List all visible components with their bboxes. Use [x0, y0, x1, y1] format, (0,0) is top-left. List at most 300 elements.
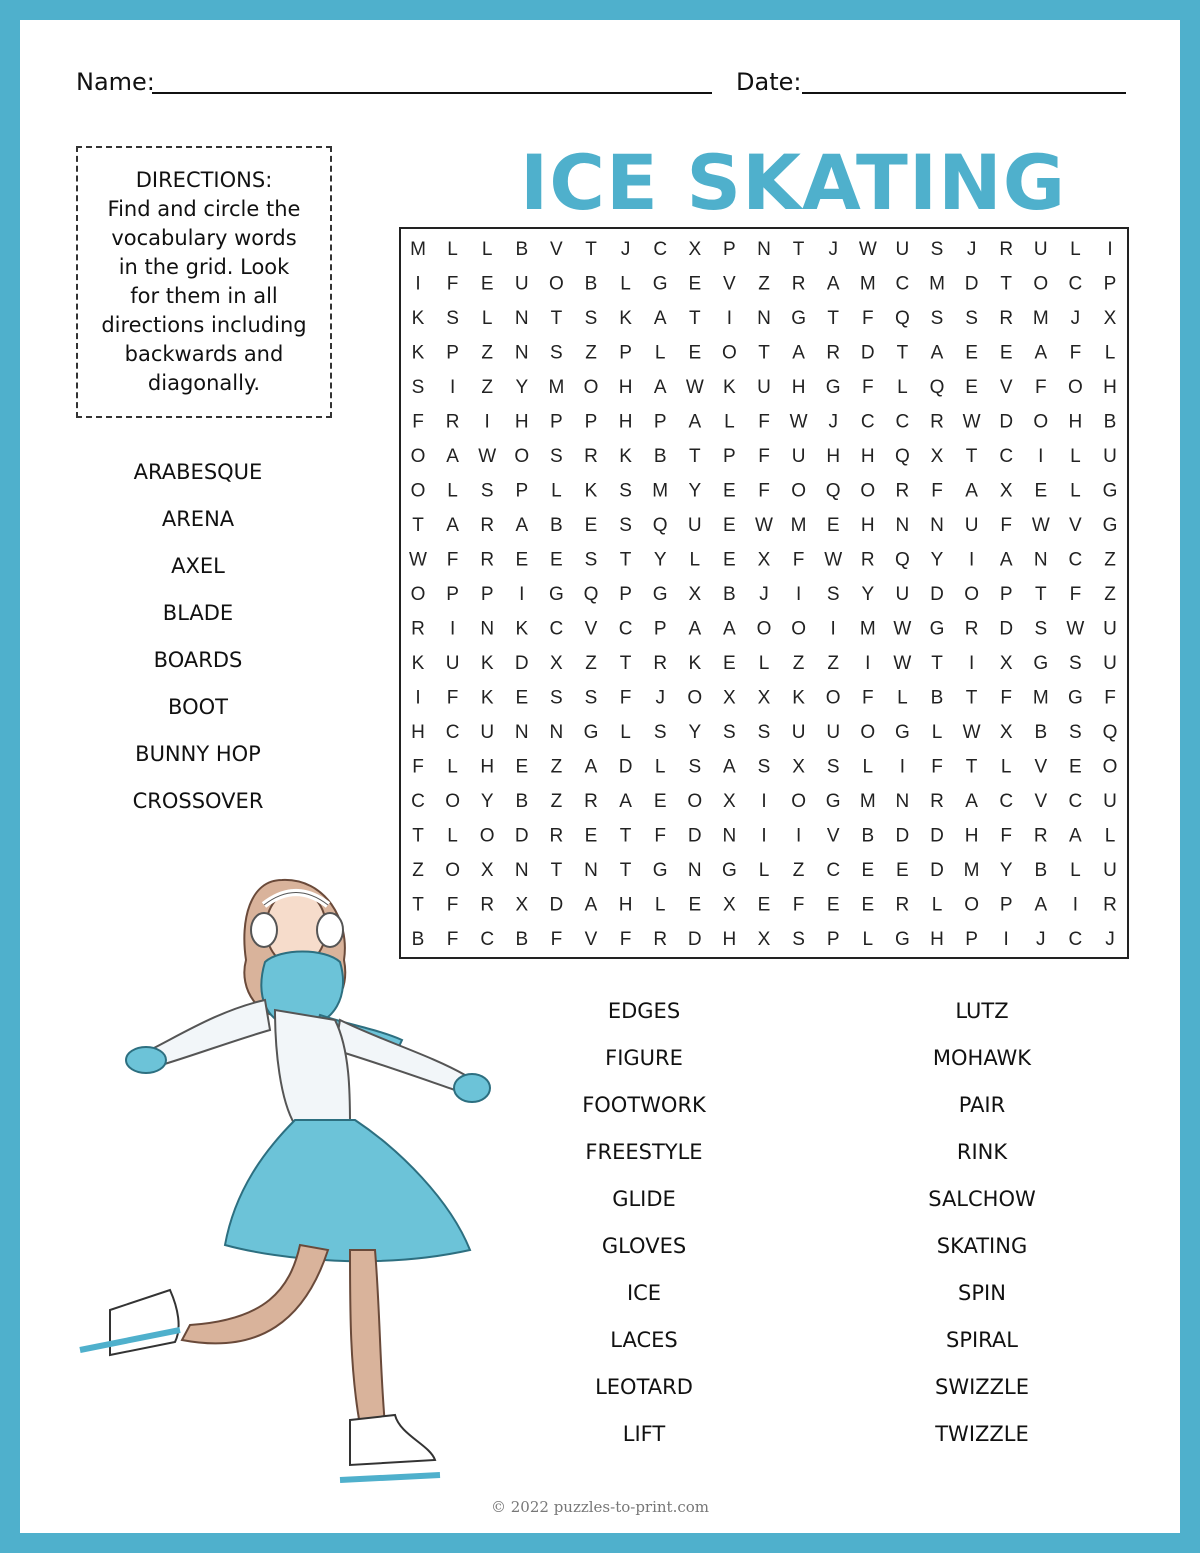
grid-letter: Y — [515, 377, 529, 398]
grid-letter: R — [653, 929, 668, 950]
grid-letter: I — [761, 791, 767, 812]
page-title: ICE SKATING — [520, 138, 1067, 227]
grid-letter: Z — [758, 273, 770, 295]
word-item: FOOTWORK — [582, 1093, 706, 1117]
grid-letter: F — [861, 377, 874, 398]
grid-letter: O — [1033, 273, 1049, 295]
grid-letter: H — [618, 411, 633, 433]
grid-letter: V — [584, 618, 598, 640]
grid-letter: C — [999, 791, 1014, 812]
grid-letter: U — [1103, 653, 1117, 674]
grid-letter: N — [584, 860, 598, 881]
grid-letter: O — [410, 446, 426, 467]
grid-letter: I — [519, 584, 525, 605]
grid-letter: P — [653, 411, 667, 433]
word-item: BUNNY HOP — [135, 742, 261, 766]
grid-letter: R — [411, 618, 425, 640]
grid-letter: I — [449, 618, 456, 640]
grid-letter: X — [999, 722, 1013, 743]
grid-letter: O — [445, 860, 460, 881]
grid-letter: A — [515, 515, 529, 536]
grid-letter: X — [550, 653, 563, 674]
grid-letter: C — [480, 929, 495, 950]
grid-letter: T — [688, 446, 701, 467]
grid-letter: S — [1034, 618, 1048, 640]
word-item: TWIZZLE — [935, 1422, 1029, 1446]
grid-letter: M — [790, 515, 807, 536]
date-label: Date: — [736, 68, 802, 96]
grid-letter: R — [549, 825, 564, 847]
grid-letter: R — [445, 411, 460, 433]
grid-letter: G — [1102, 515, 1118, 536]
grid-letter: F — [931, 756, 943, 778]
grid-letter: S — [826, 756, 840, 778]
word-item: EDGES — [607, 999, 681, 1023]
word-item: ARABESQUE — [133, 460, 263, 484]
grid-letter: J — [759, 584, 769, 605]
grid-letter: K — [411, 342, 425, 364]
grid-letter: X — [792, 756, 805, 778]
grid-letter: R — [480, 549, 495, 571]
grid-letter: Q — [652, 515, 668, 536]
grid-letter: H — [480, 756, 495, 778]
grid-letter: T — [965, 756, 978, 778]
grid-letter: I — [968, 653, 975, 674]
grid-letter: M — [548, 377, 565, 398]
grid-letter: G — [895, 722, 910, 743]
grid-letter: S — [446, 308, 459, 329]
grid-letter: F — [446, 929, 459, 950]
grid-letter: Z — [827, 653, 840, 674]
grid-letter: D — [930, 584, 944, 605]
grid-letter: Y — [688, 722, 702, 743]
grid-letter: G — [652, 273, 668, 295]
grid-letter: A — [965, 791, 978, 812]
grid-letter: D — [999, 618, 1014, 640]
grid-letter: O — [964, 894, 979, 916]
grid-letter: A — [446, 446, 459, 467]
grid-letter: Q — [583, 584, 599, 605]
grid-letter: D — [514, 653, 529, 674]
grid-letter: E — [515, 756, 529, 778]
grid-letter: I — [899, 756, 906, 778]
grid-letter: R — [930, 791, 944, 812]
grid-letter: O — [791, 480, 806, 502]
grid-letter: J — [1070, 308, 1081, 329]
grid-letter: F — [758, 446, 770, 467]
grid-letter: R — [1103, 894, 1117, 916]
date-line — [802, 92, 1126, 94]
grid-letter: P — [826, 929, 840, 950]
grid-letter: C — [999, 446, 1014, 467]
grid-letter: K — [480, 653, 494, 674]
grid-letter: F — [792, 549, 805, 571]
grid-letter: E — [688, 273, 702, 295]
grid-letter: U — [480, 722, 495, 743]
grid-letter: C — [826, 860, 841, 881]
grid-letter: K — [619, 446, 632, 467]
grid-letter: J — [655, 687, 665, 709]
grid-letter: Q — [1102, 722, 1118, 743]
grid-letter: O — [860, 480, 876, 502]
grid-letter: F — [412, 411, 424, 433]
grid-letter: S — [584, 687, 598, 709]
directions-line: in the grid. Look — [118, 255, 290, 279]
grid-letter: S — [723, 722, 736, 743]
grid-letter: Q — [825, 480, 841, 502]
grid-letter: B — [861, 825, 875, 847]
directions-line: Find and circle the — [107, 197, 301, 221]
grid-letter: X — [1103, 308, 1117, 329]
grid-letter: R — [964, 618, 979, 640]
grid-letter: F — [1104, 687, 1116, 709]
grid-letter: Q — [929, 377, 945, 398]
grid-letter: G — [1068, 687, 1083, 709]
grid-letter: Q — [895, 446, 910, 467]
grid-letter: M — [859, 273, 876, 295]
grid-letter: H — [618, 894, 633, 916]
grid-letter: C — [1068, 929, 1083, 950]
word-item: AXEL — [171, 554, 225, 578]
grid-letter: B — [515, 239, 529, 260]
grid-letter: N — [722, 825, 737, 847]
grid-letter: R — [584, 446, 598, 467]
grid-letter: A — [965, 480, 978, 502]
word-item: SPIN — [958, 1281, 1006, 1305]
grid-letter: W — [1031, 515, 1050, 536]
grid-letter: D — [618, 756, 633, 778]
grid-letter: L — [447, 825, 458, 847]
grid-letter: L — [931, 722, 943, 743]
word-item: MOHAWK — [932, 1046, 1032, 1070]
grid-letter: F — [446, 894, 459, 916]
directions-line: directions including — [101, 313, 307, 337]
grid-letter: T — [619, 653, 632, 674]
grid-letter: F — [931, 480, 943, 502]
grid-letter: A — [723, 756, 736, 778]
word-item: SWIZZLE — [934, 1375, 1030, 1399]
grid-letter: L — [1070, 480, 1081, 502]
grid-letter: E — [723, 653, 736, 674]
grid-letter: F — [1034, 377, 1047, 398]
grid-letter: G — [791, 308, 806, 329]
word-list-left — [98, 449, 298, 825]
grid-letter: F — [412, 756, 424, 778]
copyright-footer: © 2022 puzzles-to-print.com — [490, 1498, 710, 1516]
word-item: CROSSOVER — [132, 789, 264, 813]
directions-line: backwards and — [124, 342, 284, 366]
grid-letter: U — [757, 377, 771, 398]
grid-letter: B — [930, 687, 944, 709]
grid-letter: F — [446, 273, 459, 295]
grid-letter: U — [1103, 791, 1117, 812]
grid-letter: O — [860, 722, 876, 743]
grid-letter: S — [619, 480, 632, 502]
grid-letter: I — [865, 653, 871, 674]
word-item: GLIDE — [612, 1187, 676, 1211]
grid-letter: P — [515, 480, 529, 502]
grid-letter: E — [653, 791, 667, 812]
grid-letter: C — [549, 618, 564, 640]
grid-letter: U — [826, 722, 841, 743]
directions-box — [76, 146, 332, 418]
grid-letter: S — [965, 308, 978, 329]
grid-letter: O — [756, 618, 772, 640]
grid-letter: F — [758, 480, 770, 502]
grid-letter: T — [619, 860, 632, 881]
grid-letter: O — [722, 342, 737, 364]
grid-letter: T — [412, 894, 424, 916]
grid-letter: S — [757, 722, 771, 743]
grid-letter: T — [550, 860, 563, 881]
grid-letter: E — [757, 894, 771, 916]
grid-letter: B — [550, 515, 563, 536]
grid-letter: A — [1034, 342, 1048, 364]
grid-letter: O — [549, 273, 564, 295]
grid-letter: F — [1069, 342, 1082, 364]
grid-letter: X — [999, 480, 1013, 502]
grid-letter: I — [484, 411, 490, 433]
grid-letter: V — [999, 377, 1013, 398]
grid-letter: B — [515, 791, 529, 812]
grid-letter: C — [411, 791, 425, 812]
grid-letter: G — [583, 722, 599, 743]
grid-letter: E — [515, 687, 529, 709]
grid-letter: C — [895, 273, 910, 295]
grid-letter: N — [480, 618, 495, 640]
grid-letter: W — [893, 653, 912, 674]
grid-letter: H — [1103, 377, 1117, 398]
grid-letter: S — [930, 239, 944, 260]
grid-letter: E — [1069, 756, 1082, 778]
grid-letter: F — [1000, 515, 1013, 536]
grid-letter: B — [411, 929, 425, 950]
grid-letter: V — [1034, 756, 1048, 778]
grid-letter: U — [687, 515, 702, 536]
grid-letter: G — [825, 791, 841, 812]
grid-letter: Z — [481, 342, 494, 364]
grid-letter: B — [515, 929, 529, 950]
grid-letter: T — [1000, 273, 1013, 295]
word-item: ARENA — [161, 507, 235, 531]
grid-letter: O — [1068, 377, 1083, 398]
grid-letter: N — [895, 515, 910, 536]
grid-letter: R — [584, 791, 598, 812]
grid-letter: O — [410, 480, 426, 502]
grid-letter: E — [550, 549, 563, 571]
grid-letter: G — [652, 860, 668, 881]
grid-letter: O — [583, 377, 599, 398]
grid-letter: P — [446, 342, 459, 364]
grid-letter: S — [1069, 722, 1082, 743]
grid-letter: U — [791, 722, 806, 743]
grid-letter: L — [862, 756, 874, 778]
grid-letter: X — [999, 653, 1013, 674]
grid-letter: N — [757, 308, 771, 329]
grid-letter: I — [795, 584, 802, 605]
grid-letter: K — [515, 618, 529, 640]
grid-letter: F — [758, 411, 770, 433]
directions-line: vocabulary words — [111, 226, 297, 250]
grid-letter: E — [723, 480, 736, 502]
grid-letter: E — [826, 894, 840, 916]
grid-letter: E — [826, 515, 840, 536]
grid-letter: I — [1107, 239, 1113, 260]
grid-letter: B — [584, 273, 598, 295]
grid-letter: A — [999, 549, 1013, 571]
grid-letter: P — [723, 446, 736, 467]
grid-letter: A — [792, 342, 805, 364]
grid-letter: O — [514, 446, 530, 467]
grid-letter: U — [1103, 446, 1117, 467]
grid-letter: A — [584, 894, 598, 916]
grid-letter: T — [758, 342, 770, 364]
grid-letter: N — [514, 308, 529, 329]
grid-letter: U — [895, 584, 910, 605]
grid-letter: A — [1069, 825, 1082, 847]
grid-letter: C — [895, 411, 910, 433]
grid-letter: J — [1105, 929, 1115, 950]
grid-letter: K — [723, 377, 736, 398]
grid-letter: V — [550, 239, 563, 260]
grid-letter: S — [757, 756, 771, 778]
grid-letter: I — [1003, 929, 1009, 950]
grid-letter: O — [825, 687, 841, 709]
word-item: SKATING — [936, 1234, 1028, 1258]
grid-letter: M — [652, 480, 669, 502]
grid-letter: E — [965, 342, 978, 364]
grid-letter: S — [792, 929, 805, 950]
grid-letter: N — [514, 722, 529, 743]
grid-letter: P — [653, 618, 667, 640]
grid-letter: S — [550, 687, 563, 709]
grid-letter: X — [757, 687, 771, 709]
grid-letter: S — [653, 722, 667, 743]
grid-letter: N — [895, 791, 910, 812]
grid-letter: R — [930, 411, 944, 433]
grid-letter: E — [584, 515, 598, 536]
grid-letter: F — [792, 894, 805, 916]
grid-letter: L — [481, 308, 493, 329]
grid-letter: H — [964, 825, 979, 847]
grid-letter: H — [722, 929, 737, 950]
grid-letter: F — [861, 687, 874, 709]
grid-letter: T — [619, 549, 632, 571]
grid-letter: B — [723, 584, 736, 605]
grid-letter: Z — [412, 860, 424, 881]
directions-line: DIRECTIONS: — [135, 168, 273, 192]
grid-letter: I — [968, 549, 975, 571]
grid-letter: B — [1034, 860, 1048, 881]
grid-letter: T — [965, 446, 978, 467]
grid-letter: P — [584, 411, 598, 433]
grid-letter: L — [447, 756, 458, 778]
grid-letter: P — [619, 342, 632, 364]
grid-letter: K — [584, 480, 598, 502]
grid-letter: T — [896, 342, 909, 364]
word-item: SALCHOW — [928, 1187, 1036, 1211]
grid-letter: A — [619, 791, 632, 812]
grid-letter: F — [654, 825, 667, 847]
grid-letter: W — [755, 515, 773, 536]
grid-letter: O — [791, 791, 806, 812]
grid-letter: A — [653, 377, 667, 398]
grid-letter: S — [619, 515, 632, 536]
grid-letter: C — [445, 722, 460, 743]
grid-letter: J — [828, 239, 838, 260]
grid-letter: D — [549, 894, 564, 916]
grid-letter: H — [791, 377, 806, 398]
grid-letter: H — [826, 446, 841, 467]
grid-letter: K — [411, 308, 425, 329]
grid-letter: W — [409, 549, 427, 571]
grid-letter: M — [1032, 687, 1049, 709]
grid-letter: I — [761, 825, 767, 847]
grid-letter: O — [479, 825, 495, 847]
grid-letter: J — [620, 239, 631, 260]
grid-letter: N — [687, 860, 702, 881]
grid-letter: L — [897, 687, 908, 709]
grid-letter: W — [962, 722, 981, 743]
grid-letter: X — [723, 894, 736, 916]
grid-letter: T — [1034, 584, 1047, 605]
grid-letter: R — [480, 894, 495, 916]
word-item: LEOTARD — [595, 1375, 693, 1399]
grid-letter: B — [653, 446, 667, 467]
grid-letter: O — [410, 584, 426, 605]
grid-letter: P — [999, 584, 1013, 605]
grid-letter: L — [724, 411, 735, 433]
grid-letter: E — [896, 860, 909, 881]
grid-letter: L — [620, 273, 631, 295]
grid-letter: I — [449, 377, 456, 398]
grid-letter: A — [1034, 894, 1048, 916]
grid-letter: X — [757, 549, 771, 571]
grid-letter: W — [1066, 618, 1085, 640]
grid-letter: X — [757, 929, 771, 950]
grid-letter: H — [1068, 411, 1083, 433]
word-item: RINK — [956, 1140, 1008, 1164]
grid-letter: M — [410, 239, 426, 260]
grid-letter: L — [1104, 342, 1116, 364]
grid-letter: F — [550, 929, 563, 950]
grid-letter: V — [1069, 515, 1082, 536]
grid-letter: D — [999, 411, 1014, 433]
word-list-middle — [544, 988, 744, 1458]
grid-letter: W — [893, 618, 912, 640]
grid-letter: D — [514, 825, 529, 847]
grid-letter: F — [1000, 687, 1013, 709]
grid-letter: G — [1102, 480, 1118, 502]
grid-letter: S — [584, 308, 598, 329]
grid-letter: U — [1103, 860, 1117, 881]
name-line — [152, 92, 712, 94]
grid-letter: W — [789, 411, 808, 433]
grid-letter: L — [1070, 446, 1081, 467]
grid-letter: S — [411, 377, 425, 398]
grid-letter: J — [1036, 929, 1046, 950]
grid-letter: I — [830, 618, 836, 640]
grid-letter: S — [550, 446, 563, 467]
grid-letter: X — [723, 791, 736, 812]
grid-letter: S — [550, 342, 563, 364]
grid-letter: L — [1070, 860, 1081, 881]
letter-grid-canvas — [401, 229, 1127, 957]
grid-letter: A — [688, 411, 702, 433]
grid-letter: Z — [1104, 549, 1116, 571]
grid-letter: C — [1068, 791, 1083, 812]
grid-letter: I — [795, 825, 802, 847]
